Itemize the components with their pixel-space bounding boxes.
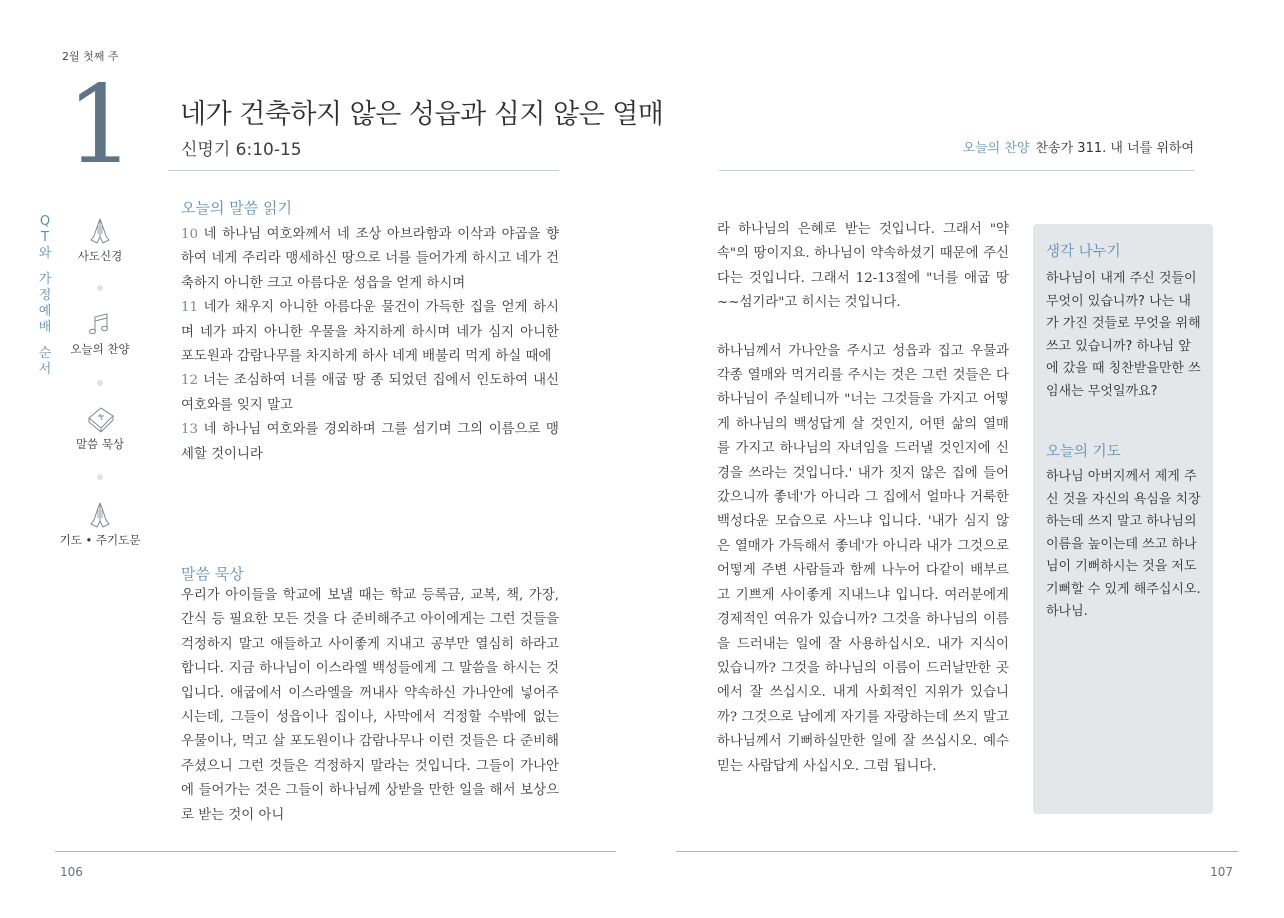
verse-text: 너는 조심하여 너를 애굽 땅 종 되었던 집에서 인도하여 내신 여호와를 잊지 말고 — [181, 373, 559, 413]
verse-text: 네가 채우지 아니한 아름다운 물건이 가득한 집을 얻게 하시며 네가 파지 아니한 우물을 차지하게 하시며 네가 심지 아니한 포도원과 감람나무를 차지하게 하사 네게 배불리 먹게 하실 때에 — [181, 300, 559, 365]
footer-rule-left — [55, 851, 616, 852]
step-label: 사도신경 — [77, 249, 123, 263]
page-number-right: 107 — [1210, 865, 1233, 879]
todays-hymn — [963, 137, 1194, 156]
vertical-char: 서 — [38, 362, 52, 377]
meditation-paragraph: 라 하나님의 은혜로 받는 것입니다. 그래서 "약속"의 땅이지요. 하나님이 약속하셨기 때문에 주신다는 것입니다. 그래서 12-13절에 "너를 애굽 땅~~섬기라"고 히시는 것입니다. — [717, 222, 1009, 311]
step-separator-dot — [97, 380, 103, 386]
scripture-reference: 신명기 6:10-15 — [181, 140, 302, 160]
step-apostles-creed — [50, 216, 150, 264]
step-todays-hymn — [50, 311, 150, 357]
verse-text: 네 하나님 여호와를 경외하며 그를 섬기며 그의 이름으로 맹세할 것이니라 — [181, 422, 559, 462]
header-divider-left — [168, 170, 559, 171]
praying-hands-icon — [85, 500, 115, 530]
step-label: 기도 • 주기도문 — [59, 533, 141, 547]
vertical-char: 배 — [38, 320, 52, 335]
sharing-heading: 생각 나누기 — [1046, 244, 1121, 260]
prayer-text: 하나님 아버지께서 제게 주신 것을 자신의 욕심을 치장하는데 쓰지 말고 하나님의 이름을 높이는데 쓰고 하나님이 기뻐하시는 것을 저도 기뻐할 수 있게 해주십시오. 하나님. — [1046, 469, 1201, 619]
step-label: 말씀 묵상 — [75, 437, 125, 451]
vertical-char: 순 — [38, 346, 52, 361]
reading-heading: 오늘의 말씀 읽기 — [181, 199, 292, 217]
praying-hands-icon — [85, 216, 115, 246]
page-number-left: 106 — [60, 865, 83, 879]
week-label: 2월 첫째 주 — [62, 50, 119, 63]
prayer-heading: 오늘의 기도 — [1046, 444, 1121, 460]
meditation-body-right — [717, 218, 1009, 779]
verse-text: 네 하나님 여호와께서 네 조상 아브라함과 이삭과 야곱을 향하여 네게 주리라 맹세하신 땅으로 너를 들어가게 하시고 네가 건축하지 아니한 크고 아름다운 성읍을 얻게 하시며 — [181, 227, 559, 291]
vertical-char: 예 — [38, 304, 52, 319]
meditation-body-left: 우리가 아이들을 학교에 보낼 때는 학교 등록금, 교복, 책, 가장, 간식 등 필요한 모든 것을 다 준비해주고 아이에게는 그런 것들을 걱정하지 말고 애들하고 사이좋게 지내고 공부만 열심히 하라고 합니다. 지금 하나님이 이스라엘 백성들에게 그 말씀을 하시는 것입니다. 애굽에서 이스라엘을 꺼내사 약속하신 가나안에 넣어주시는데, 그들이 성읍이나 집이나, 사막에서 걱정할 수밖에 없는 우물이나, 먹고 살 포도원이나 감람나무나 이런 것들은 다 준비해 주셨으니 그런 것들은 걱정하지 말라는 것입니다. 그들이 가나안에 들어가는 것은 그들이 하나님께 상받을 만한 일을 해서 보상으로 받는 것이 아니 — [181, 588, 559, 823]
header-divider-right — [719, 170, 1194, 171]
step-word-meditation — [50, 404, 150, 452]
hymn-value: 찬송가 311. 내 너를 위하여 — [1035, 141, 1194, 156]
verse-number: 13 — [181, 422, 199, 438]
music-note-icon — [85, 311, 115, 339]
verse-number: 11 — [181, 300, 199, 316]
scripture-passage — [181, 223, 559, 467]
meditation-heading: 말씀 묵상 — [181, 565, 244, 583]
vertical-char: Q — [39, 214, 51, 229]
step-label: 오늘의 찬양 — [70, 342, 130, 356]
hymn-label: 오늘의 찬양 — [962, 141, 1030, 156]
vertical-char: 정 — [38, 288, 52, 303]
step-separator-dot — [97, 474, 103, 480]
verse-number: 10 — [181, 227, 199, 242]
day-number: 1 — [66, 63, 135, 188]
step-separator-dot — [97, 285, 103, 291]
footer-rule-right — [676, 851, 1238, 852]
verse-number: 12 — [181, 373, 199, 389]
page-title: 네가 건축하지 않은 성읍과 심지 않은 열매 — [180, 99, 664, 130]
vertical-char: 가 — [38, 272, 52, 287]
vertical-char: T — [41, 230, 49, 245]
bible-icon — [83, 404, 117, 434]
sharing-text: 하나님이 내게 주신 것들이 무엇이 있습니까? 나는 내가 가진 것들로 무엇을 위해 쓰고 있습니까? 하나님 앞에 갔을 때 칭찬받을만한 쓰임새는 무엇일까요? — [1046, 271, 1201, 399]
vertical-char: 와 — [38, 246, 52, 261]
step-prayer — [50, 500, 150, 548]
meditation-paragraph: 하나님께서 가나안을 주시고 성읍과 집고 우물과 각종 열매와 먹거리를 주시는 것은 그런 것들은 다 하나님이 주실테니까 "너는 그것들을 가지고 어떻게 하나님의 백성답게 살 것인지, 어떤 삶의 열매를 가지고 하나님의 자녀임을 드러낼 것인지에 신경을 쓰라는 것입니다.' 내가 짓지 않은 집에 들어갔으니까 좋네'가 아니라 그 집에서 얼마나 거룩한 백성다운 모습으로 사느냐 입니다. '내가 심지 않은 열매가 가득해서 좋네'가 아니라 내가 그것으로 어떻게 주변 사람들과 함께 나누어 다같이 배부르고 기쁘게 사이좋게 지내느냐 입니다. 여러분에게 경제적인 여유가 있습니까? 그것을 하나님의 이름을 드러내는 일에 잘 사용하십시오. 내가 지식이 있습니까? 그것을 하나님의 이름이 드러날만한 곳에서 잘 쓰십시오. 내게 사회적인 지위가 있습니까? 그것으로 남에게 자기를 자랑하는데 쓰지 말고 하나님께서 기뻐하실만한 일에 잘 쓰십시오. 예수 믿는 사람답게 사십시오. 그럼 됩니다. — [717, 343, 1009, 774]
reflection-box — [1033, 224, 1213, 814]
